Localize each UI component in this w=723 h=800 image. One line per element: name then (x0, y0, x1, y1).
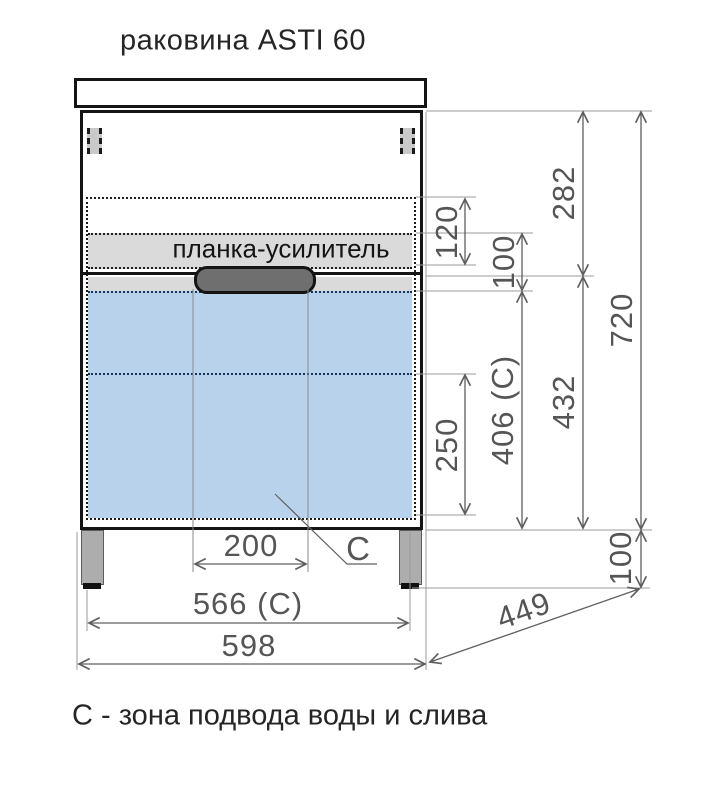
dim-250: 250 (429, 417, 464, 473)
dim-406-c: 406 (C) (485, 354, 520, 466)
dim-282: 282 (546, 165, 581, 221)
zone-c-label: C (346, 530, 370, 567)
plank-label: планка-усилитель (172, 233, 390, 264)
footnote: С - зона подвода воды и слива (72, 699, 488, 732)
dim-432: 432 (546, 374, 581, 430)
dim-449: 449 (492, 584, 556, 637)
dim-120: 120 (429, 204, 464, 260)
dim-598: 598 (221, 628, 277, 663)
dim-720: 720 (604, 292, 639, 348)
dim-200: 200 (223, 528, 279, 563)
drawing-title: раковина ASTI 60 (120, 24, 366, 57)
dim-566-c: 566 (C) (192, 586, 304, 621)
dim-100-leg: 100 (603, 530, 638, 586)
dim-100-top: 100 (486, 234, 521, 290)
